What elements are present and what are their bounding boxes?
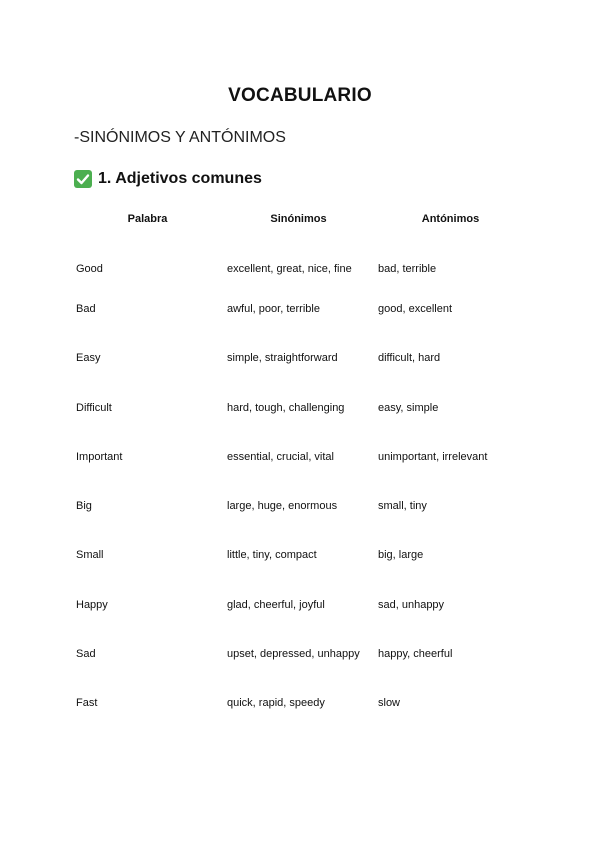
antonyms-cell: easy, simple (378, 401, 439, 414)
synonyms-cell: simple, straightforward (227, 352, 338, 365)
synonyms-cell: little, tiny, compact (227, 549, 317, 562)
synonyms-cell: excellent, great, nice, fine (227, 262, 352, 275)
section-heading-text: 1. Adjetivos comunes (98, 170, 262, 187)
antonyms-cell: small, tiny (378, 500, 427, 513)
antonyms-cell: bad, terrible (378, 262, 437, 275)
table-row (72, 481, 527, 530)
antonyms-cell: unimportant, irrelevant (378, 450, 488, 463)
table-row (72, 334, 527, 383)
word-cell: Difficult (76, 401, 112, 414)
word-cell: Important (76, 450, 123, 463)
table-row (72, 284, 527, 333)
vocabulary-table (72, 203, 527, 728)
antonyms-cell: difficult, hard (378, 352, 441, 365)
antonyms-cell: good, excellent (378, 302, 452, 315)
table-row (72, 235, 527, 284)
synonyms-cell: glad, cheerful, joyful (227, 598, 325, 611)
table-header-row (72, 203, 527, 235)
table-row (72, 383, 527, 432)
table-row (72, 432, 527, 481)
check-mark-icon (74, 170, 92, 188)
word-cell: Fast (76, 697, 98, 710)
table-row (72, 629, 527, 678)
synonyms-cell: awful, poor, terrible (227, 302, 320, 315)
page-subtitle: -SINÓNIMOS Y ANTÓNIMOS (74, 129, 286, 146)
word-cell: Small (76, 549, 104, 562)
word-cell: Happy (76, 598, 108, 611)
synonyms-cell: essential, crucial, vital (227, 450, 334, 463)
table-row (72, 580, 527, 629)
antonyms-cell: big, large (378, 549, 424, 562)
page-title: VOCABULARIO (228, 85, 372, 106)
word-cell: Easy (76, 352, 101, 365)
synonyms-cell: upset, depressed, unhappy (227, 648, 360, 661)
table-row (72, 531, 527, 580)
word-cell: Good (76, 262, 103, 275)
section-heading (74, 170, 262, 188)
synonyms-cell: quick, rapid, speedy (227, 697, 325, 710)
table-row (72, 679, 527, 728)
column-header-antonimos: Antónimos (421, 213, 480, 225)
column-header-palabra: Palabra (127, 213, 168, 225)
word-cell: Bad (76, 302, 96, 315)
antonyms-cell: sad, unhappy (378, 598, 445, 611)
word-cell: Sad (76, 648, 96, 661)
column-header-sinonimos: Sinónimos (270, 213, 327, 225)
word-cell: Big (76, 500, 92, 513)
synonyms-cell: large, huge, enormous (227, 500, 338, 513)
antonyms-cell: happy, cheerful (378, 648, 453, 661)
antonyms-cell: slow (378, 697, 401, 710)
synonyms-cell: hard, tough, challenging (227, 401, 345, 414)
